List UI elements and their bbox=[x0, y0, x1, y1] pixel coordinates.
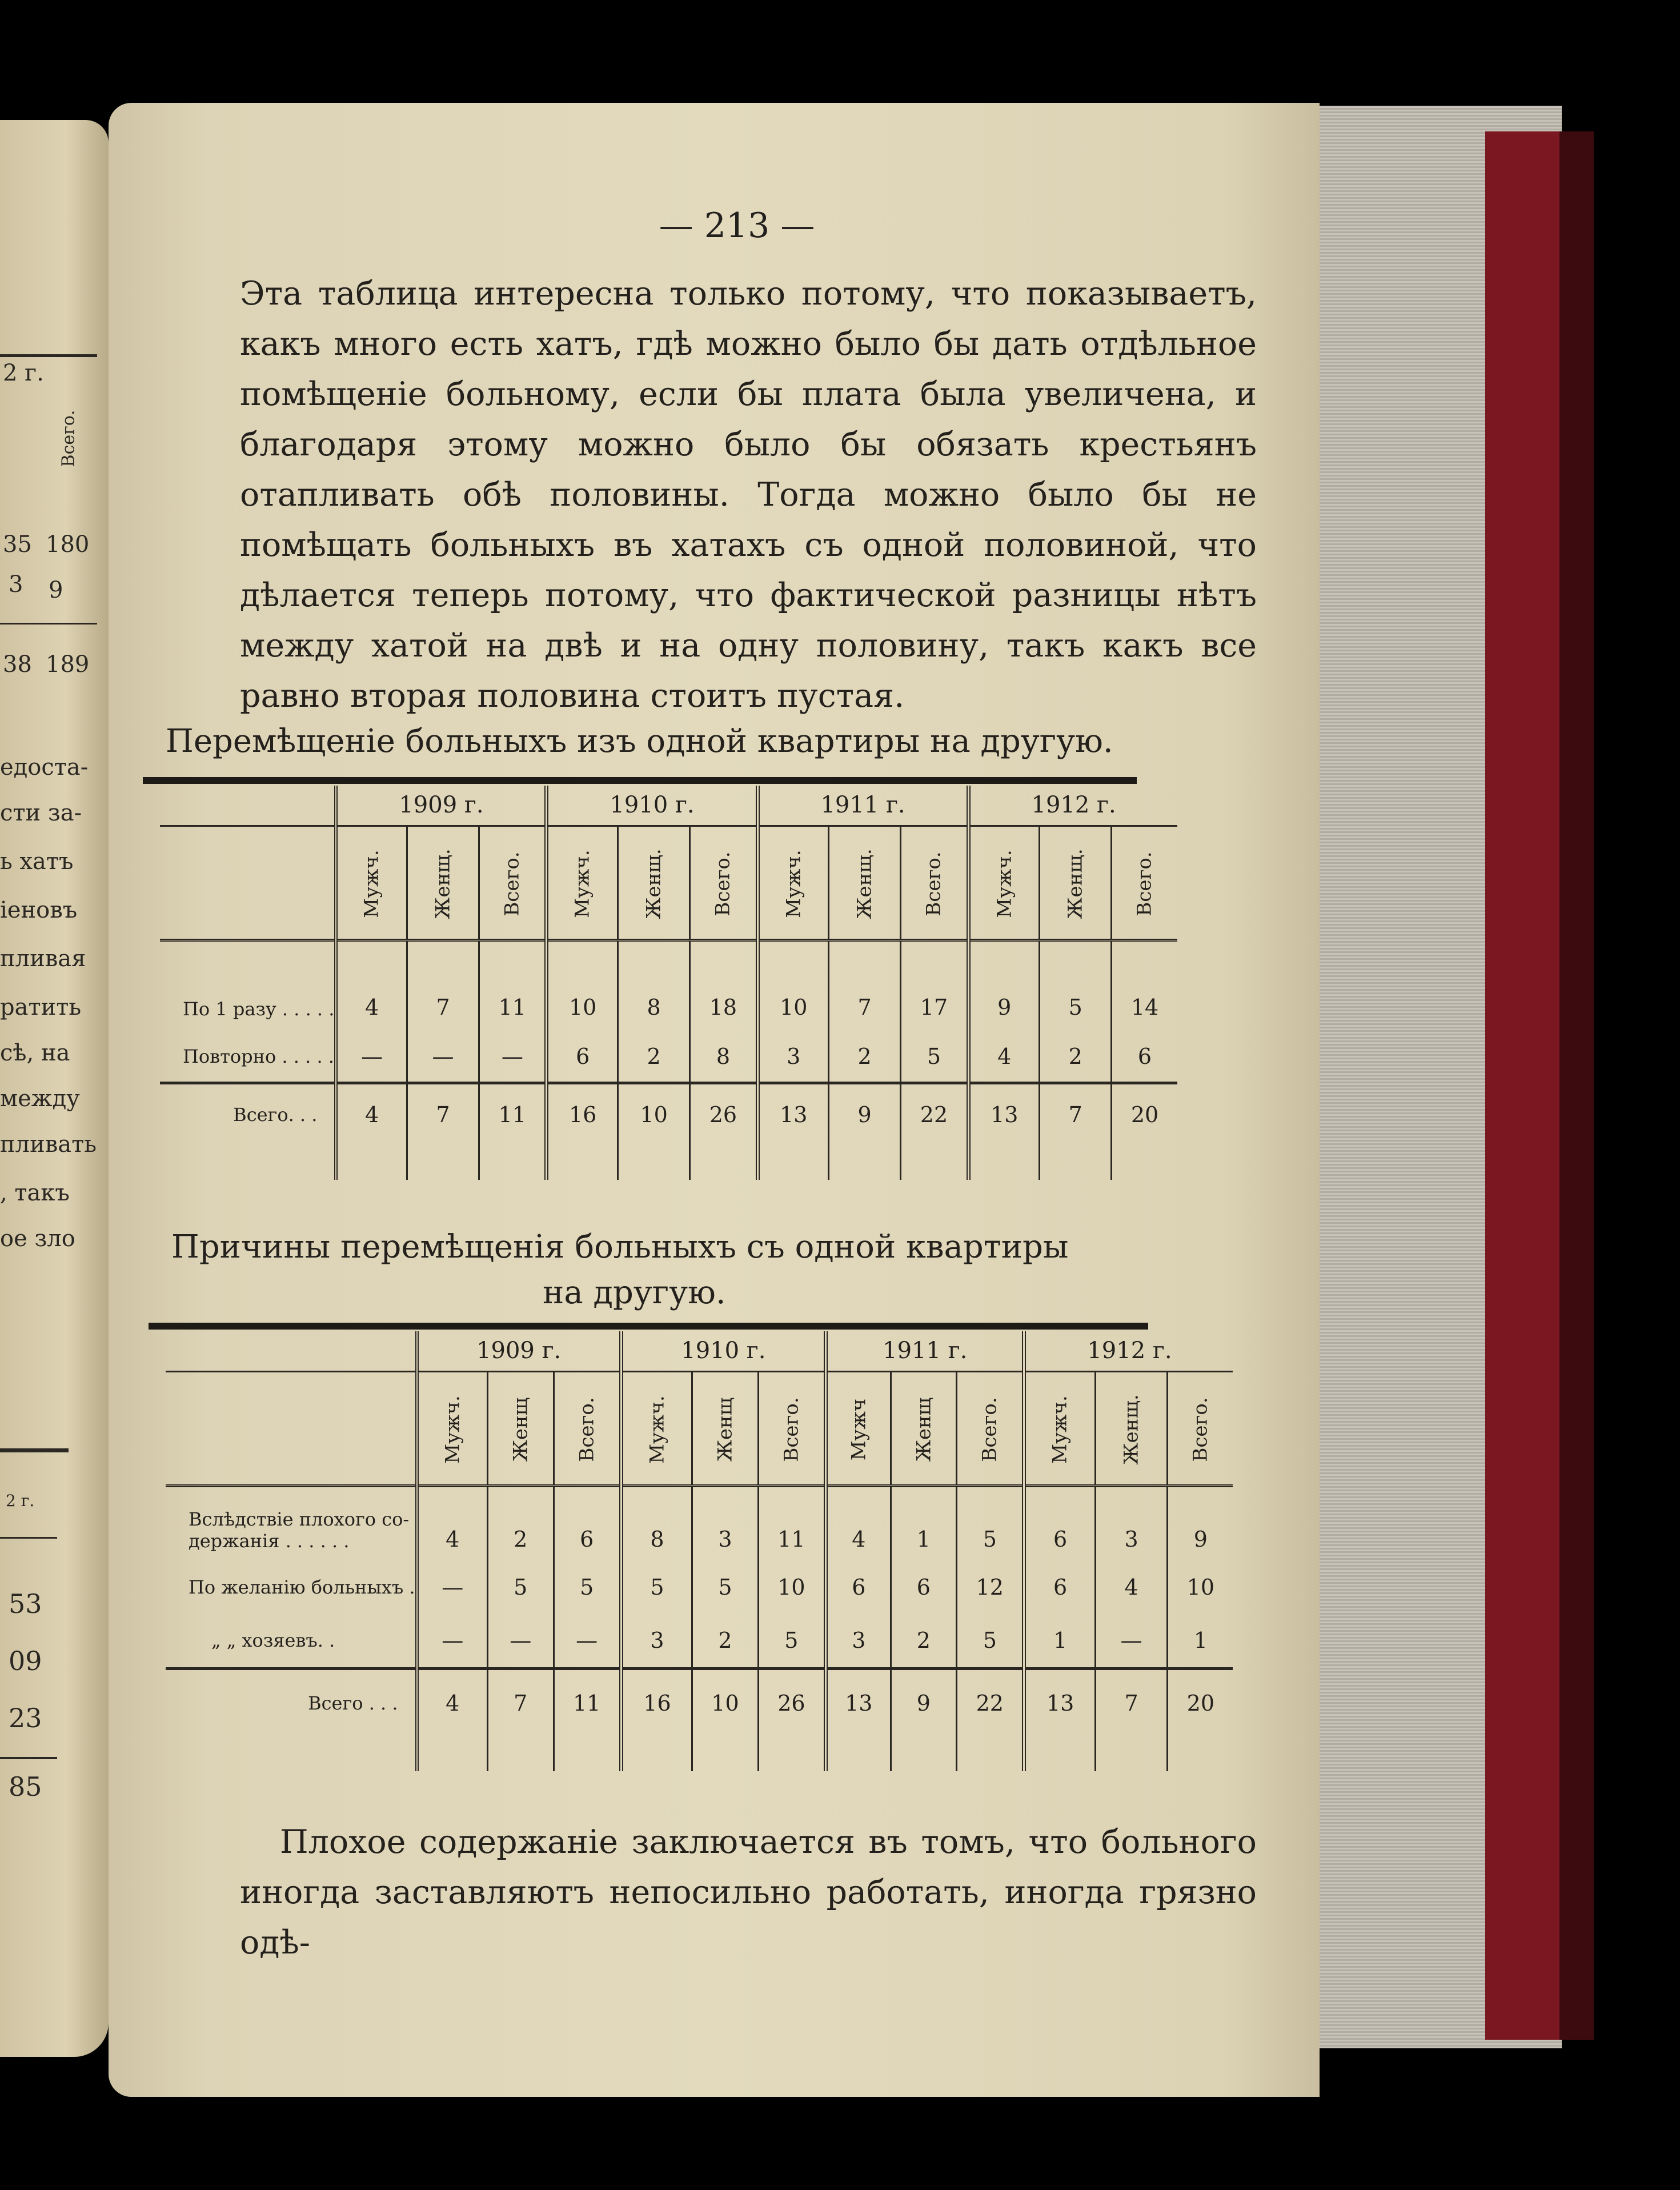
table1-year: 1909 г. bbox=[336, 786, 547, 826]
table2-cell: 1 bbox=[1024, 1614, 1095, 1668]
table1-cell: 4 bbox=[336, 1083, 407, 1146]
table2-cell: 26 bbox=[758, 1668, 825, 1737]
table1-cell: 16 bbox=[547, 1083, 618, 1146]
table1-year: 1912 г. bbox=[968, 786, 1177, 826]
table2-row-label-line: держанія . . . . . . bbox=[189, 1530, 350, 1552]
table2-cell: 2 bbox=[487, 1486, 554, 1560]
table-row bbox=[166, 1668, 1233, 1737]
table2-cell: 2 bbox=[692, 1614, 759, 1668]
table1-col-head: Всего. bbox=[500, 851, 524, 916]
table2-year: 1911 г. bbox=[826, 1331, 1024, 1371]
prev-frag: между bbox=[0, 1086, 80, 1112]
prev-frag: пливая bbox=[0, 946, 86, 972]
table2-cell: 10 bbox=[758, 1560, 825, 1614]
table2-col-head: Всего. bbox=[575, 1396, 599, 1462]
table2-cell: 6 bbox=[1024, 1560, 1095, 1614]
table-row bbox=[166, 1486, 1233, 1560]
table1-cell: 6 bbox=[547, 1031, 618, 1083]
previous-page-sliver bbox=[0, 120, 109, 2057]
prev-frag: 2 г. bbox=[3, 360, 44, 386]
table2-row-label: „ „ хозяевъ. . bbox=[211, 1630, 335, 1652]
table2-col-head: Мужч. bbox=[645, 1395, 669, 1464]
table1-col-head: Мужч. bbox=[993, 849, 1016, 918]
table1-cell: 10 bbox=[547, 940, 618, 1031]
table2-cell: 12 bbox=[957, 1560, 1024, 1614]
table2-cell: 3 bbox=[1095, 1486, 1167, 1560]
table2-cell: 4 bbox=[417, 1486, 488, 1560]
paragraph-1: Эта таблица интересна только потому, что показываетъ, какъ много есть хатъ, гдѣ можно было бы дать отдѣльное помѣщеніе больному, если бы плата была увеличена, и благодаря этому можно было бы обязать крестьянъ отапливать обѣ половины. Тогда можно было бы не помѣщать больныхъ въ хатахъ съ одной половиной, что дѣлается теперь потому, что фактической разницы нѣтъ между хатой на двѣ и на одну половину, такъ какъ все равно вторая половина стоитъ пустая. bbox=[240, 275, 1257, 715]
table2-cell: 3 bbox=[621, 1614, 692, 1668]
page bbox=[109, 103, 1320, 2097]
table1-year: 1910 г. bbox=[547, 786, 757, 826]
table2-col-head: Всего. bbox=[1189, 1396, 1212, 1462]
table2-cell: — bbox=[417, 1560, 488, 1614]
table1-cell: 11 bbox=[479, 1083, 547, 1146]
table2-cell: 5 bbox=[692, 1560, 759, 1614]
table1-cell: 5 bbox=[901, 1031, 968, 1083]
table2-cell: 6 bbox=[554, 1486, 621, 1560]
table1-cell: 9 bbox=[828, 1083, 900, 1146]
table-row bbox=[166, 1560, 1233, 1614]
table1-cell: — bbox=[479, 1031, 547, 1083]
prev-frag: ь хатъ bbox=[0, 848, 74, 875]
table2-cell: 5 bbox=[957, 1614, 1024, 1668]
table2-cell: 16 bbox=[621, 1668, 692, 1737]
prev-frag: едоста- bbox=[0, 754, 89, 780]
table2-cell: 6 bbox=[826, 1560, 891, 1614]
table2-cell: 5 bbox=[487, 1560, 554, 1614]
table2-row-label bbox=[166, 1486, 417, 1560]
table2-col-head: Женщ bbox=[713, 1397, 737, 1462]
table1-cell: 2 bbox=[1039, 1031, 1111, 1083]
table2-cell: 5 bbox=[957, 1486, 1024, 1560]
table1-cell: 9 bbox=[968, 940, 1039, 1031]
table1-cell: 18 bbox=[690, 940, 757, 1031]
prev-frag: 85 bbox=[9, 1771, 42, 1802]
prev-frag: 2 г. bbox=[6, 1491, 35, 1510]
paragraph-2: Плохое содержаніе заключается въ томъ, что больного иногда заставляютъ непосильно работать, иногда грязно одѣ- bbox=[240, 1823, 1257, 1961]
table1-caption: Перемѣщеніе больныхъ изъ одной квартиры на другую. bbox=[166, 723, 1113, 760]
table1-col-head: Женщ. bbox=[642, 848, 665, 919]
table1-year: 1911 г. bbox=[757, 786, 968, 826]
table2-cell: 9 bbox=[891, 1668, 957, 1737]
prev-frag: 35 bbox=[3, 531, 32, 558]
table1-col-head: Всего. bbox=[711, 851, 735, 916]
table1-cell: — bbox=[407, 1031, 479, 1083]
prev-frag: 9 bbox=[49, 577, 63, 603]
table2-cell: 7 bbox=[487, 1668, 554, 1737]
prev-frag: Всего. bbox=[58, 410, 79, 467]
table1-cell: 26 bbox=[690, 1083, 757, 1146]
table2-cell: 6 bbox=[1024, 1486, 1095, 1560]
prev-frag: ратить bbox=[0, 994, 82, 1020]
table2-cell: 22 bbox=[957, 1668, 1024, 1737]
table1-cell: 10 bbox=[757, 940, 828, 1031]
table1-col-head: Всего. bbox=[1133, 851, 1156, 916]
table2-cell: 4 bbox=[417, 1668, 488, 1737]
table2-cell: — bbox=[1095, 1614, 1167, 1668]
table1-cell: 10 bbox=[618, 1083, 689, 1146]
table1-col-head: Мужч. bbox=[782, 849, 805, 918]
table2-col-head: Мужч bbox=[847, 1398, 871, 1460]
table-row bbox=[160, 1083, 1177, 1146]
prev-frag: ое зло bbox=[0, 1226, 75, 1252]
table1-col-head: Женщ. bbox=[1064, 848, 1087, 919]
table2-cell: 7 bbox=[1095, 1668, 1167, 1737]
table2-cell: 11 bbox=[758, 1486, 825, 1560]
table1-cell: 4 bbox=[336, 940, 407, 1031]
table2-total-label: Всего . . . bbox=[166, 1668, 417, 1737]
table1-col-head: Мужч. bbox=[571, 849, 595, 918]
prev-frag: пливать bbox=[0, 1131, 97, 1158]
table2-cell: 8 bbox=[621, 1486, 692, 1560]
table-row bbox=[166, 1614, 1233, 1668]
table1-cell: 8 bbox=[618, 940, 689, 1031]
table1-cell: 8 bbox=[690, 1031, 757, 1083]
table2-col-head: Всего. bbox=[978, 1396, 1001, 1462]
table2-cell: 5 bbox=[758, 1614, 825, 1668]
table2-row-label: По желанію больныхъ . bbox=[189, 1576, 415, 1598]
table2-col-head: Женщ bbox=[912, 1397, 935, 1462]
table2-cell: 13 bbox=[826, 1668, 891, 1737]
prev-table-rule bbox=[0, 1757, 57, 1759]
table1-row-label: Повторно . . . . . bbox=[183, 1045, 334, 1067]
table1-cell: 7 bbox=[828, 940, 900, 1031]
prev-table-rule bbox=[0, 354, 97, 357]
prev-table-rule bbox=[0, 623, 97, 624]
table1-total-label: Всего. . . bbox=[160, 1083, 336, 1146]
table1-cell: 11 bbox=[479, 940, 547, 1031]
table1-cell: 7 bbox=[1039, 1083, 1111, 1146]
prev-frag: 189 bbox=[46, 651, 90, 678]
table1-top-rule bbox=[143, 777, 1137, 784]
table1-cell: 2 bbox=[618, 1031, 689, 1083]
table2-cell: 6 bbox=[891, 1560, 957, 1614]
table2-cell: 1 bbox=[891, 1486, 957, 1560]
page-number: — 213 — bbox=[659, 206, 815, 246]
table1-cell: 7 bbox=[407, 940, 479, 1031]
prev-frag: 180 bbox=[46, 531, 90, 558]
table1-cell: 13 bbox=[757, 1083, 828, 1146]
table2-cell: 10 bbox=[1168, 1560, 1233, 1614]
table2-col-head: Мужч. bbox=[441, 1395, 464, 1464]
prev-frag: сѣ, на bbox=[0, 1040, 70, 1066]
table1-cell: 17 bbox=[901, 940, 968, 1031]
table1-cell: 3 bbox=[757, 1031, 828, 1083]
table1-cell: 6 bbox=[1112, 1031, 1177, 1083]
prev-frag: 38 bbox=[3, 651, 32, 678]
table2 bbox=[166, 1331, 1233, 1771]
table2-year: 1910 г. bbox=[621, 1331, 825, 1371]
table1-cell: 7 bbox=[407, 1083, 479, 1146]
table2-caption-line1: Причины перемѣщенія больныхъ съ одной квартиры bbox=[171, 1228, 1069, 1266]
table2-cell: — bbox=[487, 1614, 554, 1668]
table2-cell: 10 bbox=[692, 1668, 759, 1737]
table1-col-head: Мужч. bbox=[360, 849, 384, 918]
table1-cell: 4 bbox=[968, 1031, 1039, 1083]
table1-cell: 14 bbox=[1112, 940, 1177, 1031]
table2-cell: 1 bbox=[1168, 1614, 1233, 1668]
table2-cell: 4 bbox=[1095, 1560, 1167, 1614]
table2-cell: — bbox=[554, 1614, 621, 1668]
table2-cell: 5 bbox=[621, 1560, 692, 1614]
table2-year: 1909 г. bbox=[417, 1331, 622, 1371]
table1-cell: 13 bbox=[968, 1083, 1039, 1146]
table2-col-head: Мужч. bbox=[1049, 1395, 1072, 1464]
table2-cell: 20 bbox=[1168, 1668, 1233, 1737]
table1 bbox=[160, 786, 1177, 1180]
table2-cell: 5 bbox=[554, 1560, 621, 1614]
table2-top-rule bbox=[149, 1323, 1148, 1330]
prev-frag: 53 bbox=[9, 1588, 42, 1619]
table1-col-head: Женщ. bbox=[853, 848, 876, 919]
prev-frag: сти за- bbox=[0, 800, 82, 826]
table2-col-head: Всего. bbox=[780, 1396, 803, 1462]
prev-table-rule bbox=[0, 1537, 57, 1539]
table2-cell: 4 bbox=[826, 1486, 891, 1560]
table-row bbox=[160, 940, 1177, 1031]
table1-col-head: Всего. bbox=[922, 851, 945, 916]
table2-cell: 13 bbox=[1024, 1668, 1095, 1737]
table2-col-head: Женщ. bbox=[1120, 1394, 1143, 1465]
table1-col-head: Женщ. bbox=[431, 848, 455, 919]
table-row bbox=[160, 1031, 1177, 1083]
prev-frag: 3 bbox=[9, 571, 23, 598]
table1-cell: 22 bbox=[901, 1083, 968, 1146]
table1-cell: 2 bbox=[828, 1031, 900, 1083]
table2-cell: 9 bbox=[1168, 1486, 1233, 1560]
table2-cell: 3 bbox=[692, 1486, 759, 1560]
table2-caption-line2: на другую. bbox=[543, 1274, 726, 1311]
book-cover-shadow bbox=[1559, 131, 1594, 2040]
prev-frag: , такъ bbox=[0, 1180, 70, 1206]
table2-cell: — bbox=[417, 1614, 488, 1668]
table2-cell: 2 bbox=[891, 1614, 957, 1668]
table2-cell: 3 bbox=[826, 1614, 891, 1668]
table2-row-label-line: Вслѣдствіе плохого со- bbox=[189, 1508, 410, 1530]
prev-frag: 23 bbox=[9, 1703, 42, 1733]
prev-frag: 09 bbox=[9, 1645, 42, 1676]
table1-row-label: По 1 разу . . . . . bbox=[183, 998, 335, 1020]
table2-col-head: Женщ bbox=[509, 1397, 532, 1462]
table1-cell: 5 bbox=[1039, 940, 1111, 1031]
table2-cell: 11 bbox=[554, 1668, 621, 1737]
table1-cell: — bbox=[336, 1031, 407, 1083]
prev-frag: іеновъ bbox=[0, 897, 78, 923]
table2-year: 1912 г. bbox=[1024, 1331, 1233, 1371]
table1-cell: 20 bbox=[1112, 1083, 1177, 1146]
prev-table-rule bbox=[0, 1448, 69, 1452]
